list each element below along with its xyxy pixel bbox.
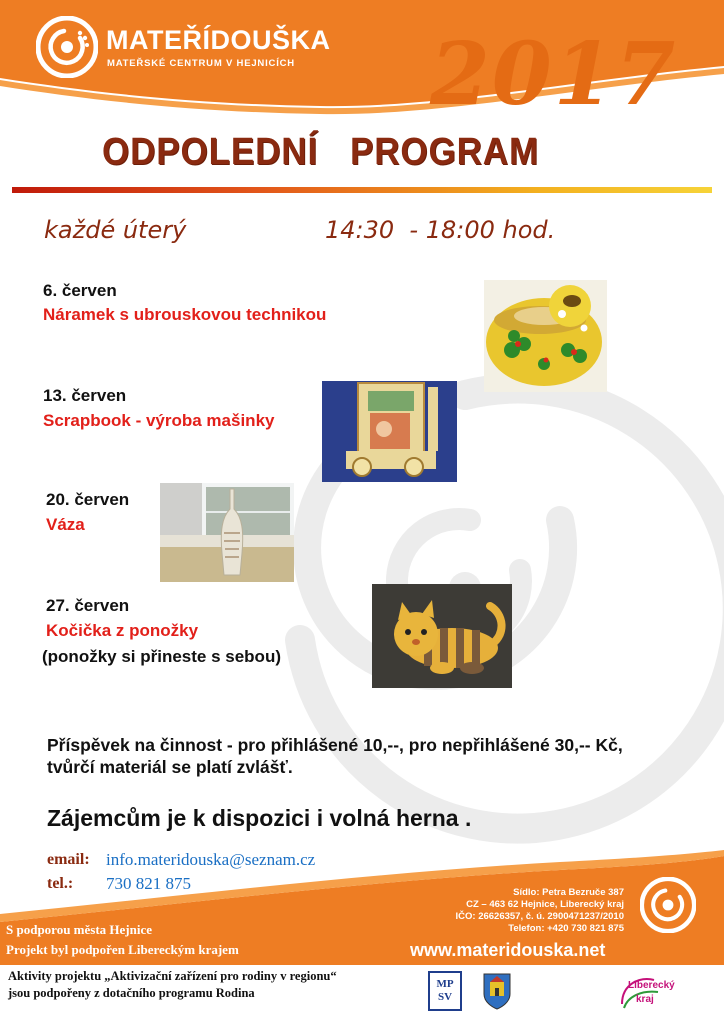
scrapbook-photo xyxy=(322,381,457,482)
logo-name: MATEŘÍDOUŠKA xyxy=(106,25,331,55)
email-link[interactable]: info.materidouska@seznam.cz xyxy=(106,850,316,869)
cat-photo xyxy=(372,584,512,688)
address-line: CZ – 463 62 Hejnice, Liberecký kraj xyxy=(466,899,624,910)
mpsv-logo-text: MP SV xyxy=(436,978,454,1003)
liberecky-kraj-logo xyxy=(618,974,676,1014)
sun-logo-icon xyxy=(640,877,696,933)
event-name: Scrapbook - výroba mašinky xyxy=(43,411,275,430)
tel-label: tel.: xyxy=(47,875,74,892)
schedule-days: každé úterý xyxy=(44,216,187,244)
crest-icon xyxy=(482,970,512,1010)
tel-value: 730 821 875 xyxy=(106,874,191,893)
event-date: 20. červen xyxy=(46,490,130,509)
page-title: ODPOLEDNÍ PROGRAM xyxy=(102,131,540,173)
playroom-note: Zájemcům je k dispozici i volná herna . xyxy=(47,805,472,831)
title-divider xyxy=(12,187,712,193)
footer-line: jsou podpořeny z dotačního programu Rodina xyxy=(8,986,255,1000)
address-line: Sídlo: Petra Bezruče 387 xyxy=(513,887,624,898)
event-name: Kočička z ponožky xyxy=(46,621,199,640)
kraj-logo-bottom: kraj xyxy=(636,994,654,1005)
event-note: (ponožky si přineste s sebou) xyxy=(42,647,281,666)
schedule-time: 14:30 - 18:00 hod. xyxy=(325,216,556,244)
event-name: Náramek s ubrouskovou technikou xyxy=(43,305,327,324)
footer-line: Aktivity projektu „Aktivizační zařízení pro rodiny v regionu“ xyxy=(8,969,337,983)
email-label: email: xyxy=(47,851,90,868)
vase-photo xyxy=(160,483,294,582)
mpsv-logo xyxy=(428,971,462,1011)
address-line: IČO: 26626357, č. ú. 2900471237/2010 xyxy=(455,911,624,922)
address-line: Telefon: +420 730 821 875 xyxy=(508,923,624,934)
fee-line: Příspěvek na činnost - pro přihlášené 10,--, pro nepřihlášené 30,-- Kč, xyxy=(47,735,623,755)
event-date: 13. červen xyxy=(43,386,127,405)
fee-text xyxy=(47,734,707,778)
fee-line: tvůrčí materiál se platí zvlášť. xyxy=(47,757,293,777)
support-line: S podporou města Hejnice xyxy=(6,922,153,937)
event-date: 27. červen xyxy=(46,596,130,615)
footer-text xyxy=(8,968,337,1002)
event-date: 6. červen xyxy=(43,281,117,300)
event-name: Váza xyxy=(46,515,85,534)
address-block xyxy=(456,887,625,935)
support-line: Projekt byl podpořen Libereckým krajem xyxy=(6,942,239,957)
sun-logo-icon xyxy=(36,16,98,78)
logo-subtitle: MATEŘSKÉ CENTRUM V HEJNICÍCH xyxy=(107,58,295,69)
kraj-logo-top: Liberecký xyxy=(628,980,675,991)
website-link[interactable]: www.materidouska.net xyxy=(410,940,606,960)
bowl-photo xyxy=(484,280,607,392)
year: 2017 xyxy=(430,24,678,125)
